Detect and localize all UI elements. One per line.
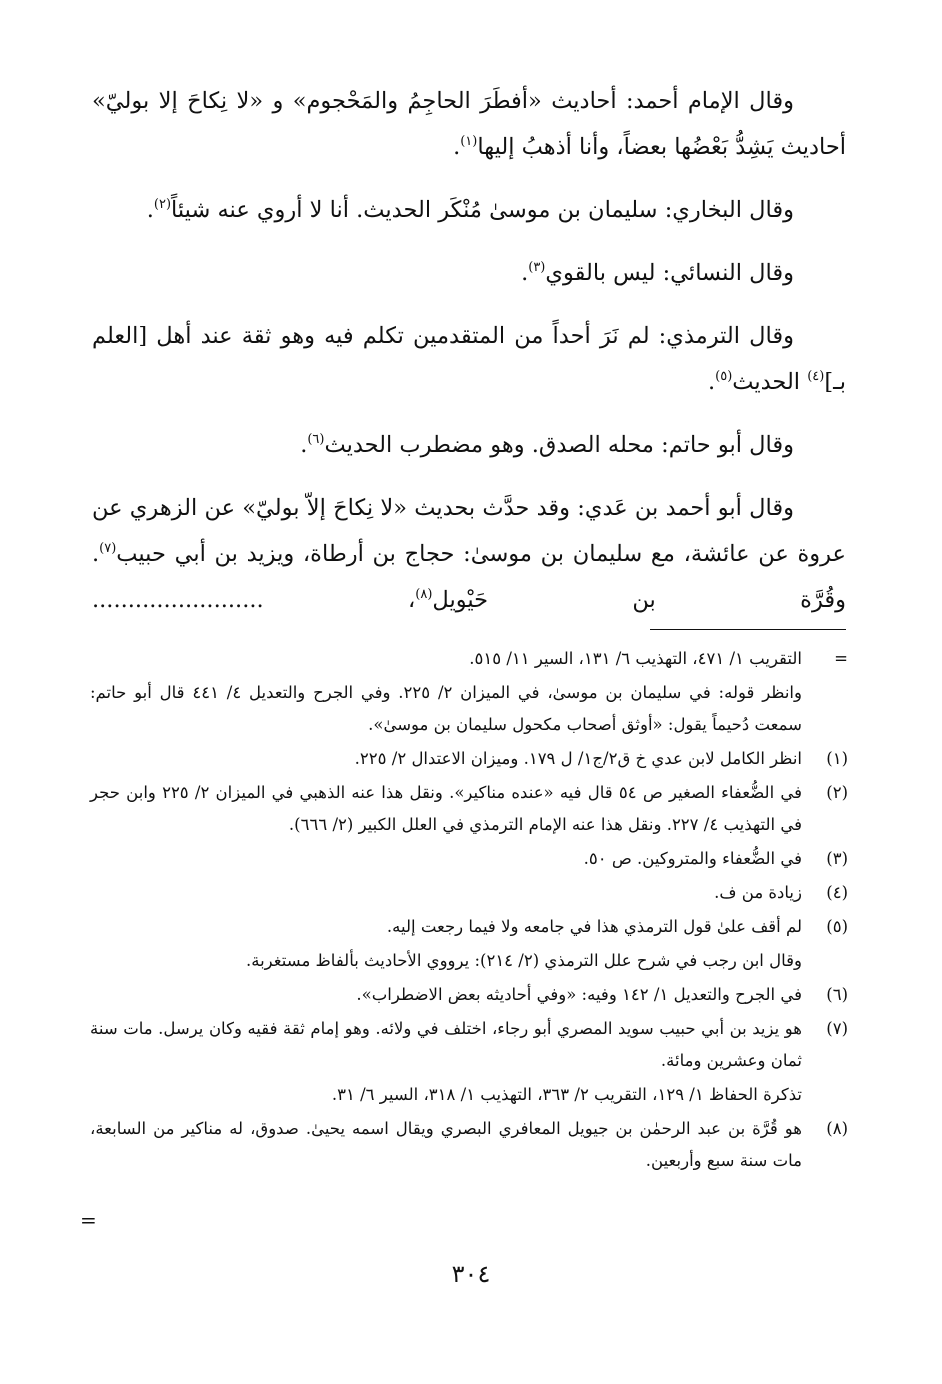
footnotes [90,643,848,1179]
paragraph-nasai: وقال النسائي: ليس بالقوي$^{(٣)}$. [521,260,794,286]
footnote-5-continued: وقال ابن رجب في شرح علل الترمذي (٢/ ٢١٤): يرووي الأحاديث بألفاظ مستغربة. [246,951,802,970]
footnote-ref-6: (٦) [307,432,325,447]
paragraph-ahmad: وقال الإمام أحمد: أحاديث «أفطَرَ الحاجِمُ والمَحْجوم» و «لا نِكاحَ إلا بوليّ» أحاديث يَشِدُّ بَعْضُها بعضاً، وأنا أذهبُ إليها$^{(١)}$. [92,88,846,160]
footnote-ref-1: (١) [460,134,478,149]
footnote-ref-7: (٧) [99,541,117,556]
paragraph-tirmidhi: وقال الترمذي: لم نَرَ أحداً من المتقدمين تكلم فيه وهو ثقة عند أهل [العلم بـ]$^{(٤)}$ الحديث$^{(٥)}$. [92,323,846,395]
paragraph-ibn-adi: وقال أبو أحمد بن عَدي: وقد حدَّث بحديث «لا نِكاحَ إلاّ بوليّ» عن الزهري عن عروة عن عائشة، مع سليمان بن موسىٰ: حجاج بن أرطاة، ويزيد بن أبي حبيب$^{(٧)}$. وقُرَّة بن حَيْويل$^{(٨)}$، ........................ [92,495,846,613]
main-text [92,78,846,640]
footnote-ref-3: (٣) [528,260,546,275]
footnote-ref-2: (٢) [153,197,172,212]
footnote-ref-5: (٥) [715,369,733,384]
continuation-mark-next: = [80,1208,97,1232]
footnote-ref-8: (٨) [415,587,433,602]
footnote-3: (٣) في الضُّعفاء والمتروكين. ص ٥٠. [583,849,848,868]
ellipsis-dots: ........................ [92,587,264,613]
footnote-continued: = التقريب ١/ ٤٧١، التهذيب ٦/ ١٣١، السير ١١/ ٥١٥. [90,643,848,675]
footnote-7: (٧) هو يزيد بن أبي حبيب سويد المصري أبو رجاء، اختلف في ولائه. وهو إمام ثقة فقيه وكان يرسل. مات سنة ثمان وعشرين ومائة. [90,1019,848,1070]
footnote-separator [650,629,846,630]
footnote-4: (٤) زيادة من ف. [714,883,848,902]
paragraph-abu-hatim: وقال أبو حاتم: محله الصدق. وهو مضطرب الحديث$^{(٦)}$. [300,432,794,458]
footnote-continued-text: وانظر قوله: في سليمان بن موسىٰ، في الميزان ٢/ ٢٢٥. وفي الجرح والتعديل ٤/ ٤٤١ قال أبو حاتم: سمعت دُحيماً يقول: «أوثق أصحاب مكحول سليمان بن موسىٰ». [90,683,802,734]
footnote-2: (٢) في الضُّعفاء الصغير ص ٥٤ قال فيه «عنده مناكير». ونقل هذا عنه الذهبي في الميزان ٢/ ٢٢٥ وابن حجر في التهذيب ٤/ ٢٢٧. ونقل هذا عنه الإمام الترمذي في العلل الكبير (٢/ ٦٦٦). [90,783,848,834]
page-number: ٣٠٤ [451,1260,491,1288]
continuation-mark: = [834,649,848,668]
paragraph-bukhari: وقال البخاري: سليمان بن موسىٰ مُنْكَر الحديث. أنا لا أروي عنه شيئاً$^{(٢)}$. [146,197,794,223]
footnote-7-continued: تذكرة الحفاظ ١/ ١٢٩، التقريب ٢/ ٣٦٣، التهذيب ١/ ٣١٨، السير ٦/ ٣١. [331,1085,802,1104]
footnote-8: (٨) هو قُرَّة بن عبد الرحمٰن بن جيويل المعافري البصري ويقال اسمه يحيىٰ. صدوق، له مناكير من السابعة، مات سنة سبع وأربعين. [90,1119,848,1170]
footnote-1: (١) انظر الكامل لابن عدي خ ق٢/ج١/ ل ١٧٩. وميزان الاعتدال ٢/ ٢٢٥. [354,749,848,768]
footnote-5: (٥) لم أقف علىٰ قول الترمذي هذا في جامعه ولا فيما رجعت إليه. [386,917,848,936]
footnote-ref-4: (٤) [807,369,825,384]
footnote-6: (٦) في الجرح والتعديل ١/ ١٤٢ وفيه: «وفي أحاديثه بعض الاضطراب». [356,985,848,1004]
